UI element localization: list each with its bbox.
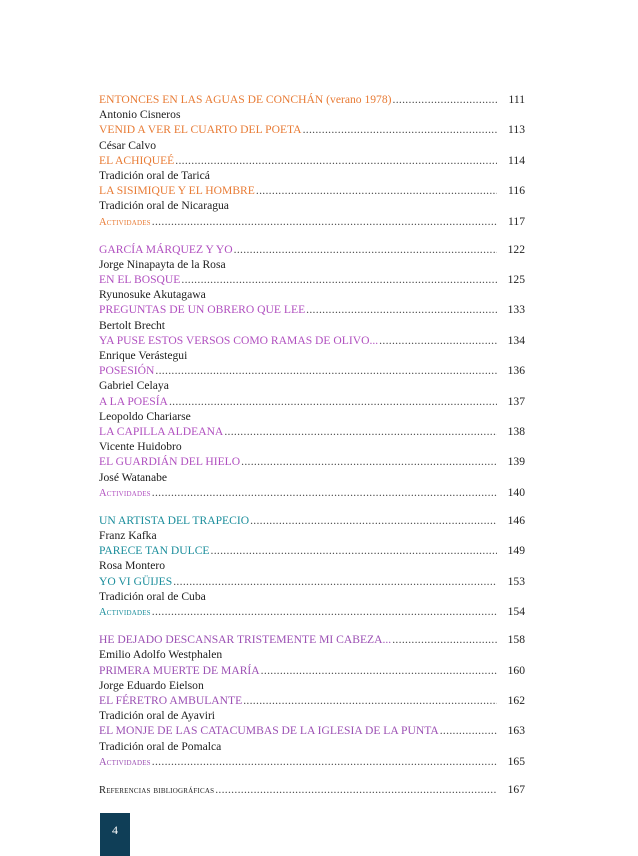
dot-leader [175, 153, 497, 168]
toc-entry-author: Jorge Ninapayta de la Rosa [99, 257, 226, 271]
toc-page-number: 154 [507, 605, 525, 618]
toc-entry-author: Gabriel Celaya [99, 379, 169, 393]
dot-leader [303, 122, 497, 137]
toc-entry-author: Jorge Eduardo Eielson [99, 678, 204, 692]
dot-leader [173, 574, 497, 589]
dot-leader [256, 183, 497, 198]
toc-entry-author: César Calvo [99, 138, 156, 152]
dot-leader [215, 782, 497, 797]
dot-leader [155, 363, 497, 378]
toc-entry-line[interactable] [99, 632, 525, 647]
toc-entry[interactable] [99, 543, 525, 573]
toc-entry[interactable] [99, 663, 525, 693]
dot-leader [379, 333, 497, 348]
toc-page-number: 137 [507, 394, 525, 408]
toc-entry-author: Franz Kafka [99, 529, 157, 543]
toc-entry-line[interactable] [99, 543, 525, 558]
toc-entry-line[interactable] [99, 754, 525, 769]
toc-entry-author: Tradición oral de Pomalca [99, 739, 222, 753]
toc-page-number: 165 [507, 754, 525, 768]
toc-entry-author: Ryunosuke Akutagawa [99, 288, 206, 302]
dot-leader [152, 604, 497, 619]
toc-entry-title[interactable]: UN ARTISTA DEL TRAPECIO [99, 513, 250, 527]
toc-entry-title[interactable]: LA CAPILLA ALDEANA [99, 424, 224, 438]
toc-entry-author: Leopoldo Chariarse [99, 409, 191, 423]
toc-page-number: 162 [507, 693, 525, 707]
toc-entry[interactable] [99, 183, 525, 213]
dot-leader [261, 663, 497, 678]
toc-entry-title[interactable]: GARCÍA MÁRQUEZ Y YO [99, 242, 233, 256]
toc-entry-title[interactable]: POSESIÓN [99, 364, 155, 378]
toc-page-number: 146 [507, 513, 525, 527]
toc-page-number: 116 [508, 184, 525, 198]
toc-entry-author: José Watanabe [99, 470, 168, 484]
toc-entry-author: Tradición oral de Ayaviri [99, 709, 216, 723]
toc-page-number: 133 [507, 303, 525, 317]
toc-entry-title[interactable]: PARECE TAN DULCE [99, 544, 210, 558]
toc-entry[interactable] [99, 92, 525, 122]
toc-entry[interactable] [99, 574, 525, 604]
toc-entry-title[interactable]: Actividades [99, 607, 151, 618]
page-number-box [100, 813, 130, 856]
dot-leader [152, 754, 497, 769]
toc-entry-line[interactable] [99, 513, 525, 528]
toc-entry[interactable] [99, 632, 525, 662]
toc-entry-title[interactable]: HE DEJADO DESCANSAR TRISTEMENTE MI CABEZA... [99, 633, 392, 647]
toc-entry[interactable] [99, 693, 525, 723]
toc-page-number: 138 [507, 424, 525, 438]
toc-page-number: 167 [507, 782, 525, 796]
toc-section [99, 92, 525, 229]
dot-leader [440, 723, 497, 738]
toc-page-number: 113 [508, 123, 525, 137]
toc-page-number: 149 [507, 544, 525, 558]
toc-entry-line[interactable] [99, 92, 525, 107]
toc-section [99, 513, 525, 619]
toc-entry[interactable] [99, 754, 525, 769]
toc-page-number: 117 [508, 214, 525, 228]
toc-entry-title[interactable]: YA PUSE ESTOS VERSOS COMO RAMAS DE OLIVO... [99, 333, 379, 347]
toc-entry-title[interactable]: LA SISIMIQUE Y EL HOMBRE [99, 184, 255, 198]
toc-page-number: 134 [507, 333, 525, 347]
toc-page-number: 158 [507, 633, 525, 647]
section-gap [99, 769, 525, 782]
toc-entry[interactable] [99, 485, 525, 500]
toc-entry[interactable] [99, 214, 525, 229]
toc-entry-author: Emilio Adolfo Westphalen [99, 648, 223, 662]
page-number: 4 [112, 823, 118, 837]
toc-entry[interactable] [99, 153, 525, 183]
toc-entry-author: Vicente Huidobro [99, 440, 182, 454]
toc-page-number: 114 [508, 153, 525, 167]
toc-entry-line[interactable] [99, 302, 525, 317]
toc-entry-author: Enrique Verástegui [99, 349, 188, 362]
toc-section [99, 632, 525, 769]
toc-entry-author: Tradición oral de Taricá [99, 168, 210, 182]
toc-entry-title[interactable]: EL FÉRETRO AMBULANTE [99, 693, 243, 707]
toc-page-number: 139 [507, 455, 525, 469]
toc-entry-line[interactable] [99, 242, 525, 257]
toc-entry-line[interactable] [99, 723, 525, 738]
toc-page-number: 125 [507, 273, 525, 287]
toc-entry-author: Bertolt Brecht [99, 318, 166, 332]
toc-entry-line[interactable] [99, 183, 525, 198]
toc-page-number: 153 [507, 574, 525, 588]
toc-entry-line[interactable] [99, 485, 525, 500]
toc-entry-title[interactable]: YO VI GÜIJES [99, 574, 173, 588]
toc-entry-title[interactable]: Actividades [99, 756, 151, 768]
toc-entry-title[interactable]: A LA POESÍA [99, 394, 168, 408]
section-gap [99, 229, 525, 242]
toc-entry-title[interactable]: VENID A VER EL CUARTO DEL POETA [99, 123, 302, 137]
dot-leader [241, 454, 497, 469]
toc-entry-line[interactable] [99, 782, 525, 797]
toc-entry-line[interactable] [99, 604, 525, 619]
dot-leader [152, 214, 497, 229]
toc-entry-line[interactable] [99, 394, 525, 409]
toc-entry-line[interactable] [99, 424, 525, 439]
table-of-contents [99, 92, 525, 797]
toc-entry-author: Tradición oral de Cuba [99, 589, 206, 603]
toc-entry-title[interactable]: PREGUNTAS DE UN OBRERO QUE LEE [99, 303, 306, 317]
toc-section [99, 242, 525, 500]
dot-leader [392, 632, 497, 647]
toc-entry[interactable] [99, 333, 525, 363]
toc-entry-title[interactable]: EN EL BOSQUE [99, 273, 181, 287]
toc-entry[interactable] [99, 723, 525, 753]
toc-entry-line[interactable] [99, 272, 525, 287]
toc-entry-title[interactable]: Referencias bibliográficas [99, 784, 215, 796]
toc-entry-author: Rosa Montero [99, 559, 166, 573]
toc-entry[interactable] [99, 242, 525, 272]
toc-entry-line[interactable] [99, 333, 525, 348]
toc-entry-author: Antonio Cisneros [99, 108, 181, 122]
toc-page-number: 140 [507, 485, 525, 499]
toc-entry-line[interactable] [99, 153, 525, 168]
toc-page-number: 111 [508, 93, 525, 106]
toc-page-number: 122 [507, 242, 525, 256]
dot-leader [243, 693, 497, 708]
dot-leader [211, 543, 497, 558]
toc-entry-line[interactable] [99, 214, 525, 229]
toc-entry[interactable] [99, 122, 525, 152]
toc-entry-title[interactable]: EL ACHIQUEÉ [99, 153, 175, 167]
toc-entry-title[interactable]: Actividades [99, 487, 151, 499]
toc-entry-title[interactable]: ENTONCES EN LAS AGUAS DE CONCHÁN (verano 1978) [99, 93, 392, 106]
toc-entry-line[interactable] [99, 663, 525, 678]
dot-leader [169, 394, 497, 409]
toc-entry[interactable] [99, 394, 525, 424]
toc-section [99, 782, 525, 797]
toc-entry-title[interactable]: EL MONJE DE LAS CATACUMBAS DE LA IGLESIA DE LA PUNTA [99, 724, 439, 738]
dot-leader [250, 513, 497, 528]
toc-entry-title[interactable]: PRIMERA MUERTE DE MARÍA [99, 663, 260, 677]
toc-entry-line[interactable] [99, 693, 525, 708]
toc-entry[interactable] [99, 363, 525, 393]
section-gap [99, 500, 525, 513]
toc-entry[interactable] [99, 604, 525, 619]
toc-entry-line[interactable] [99, 454, 525, 469]
toc-entry-line[interactable] [99, 574, 525, 589]
toc-entry[interactable] [99, 302, 525, 332]
toc-page-number: 136 [507, 364, 525, 378]
toc-entry-title[interactable]: EL GUARDIÁN DEL HIELO [99, 455, 241, 469]
toc-entry[interactable] [99, 424, 525, 454]
toc-entry-line[interactable] [99, 363, 525, 378]
toc-page-number: 160 [507, 663, 525, 677]
toc-entry-line[interactable] [99, 122, 525, 137]
toc-entry[interactable] [99, 272, 525, 302]
toc-entry[interactable] [99, 454, 525, 484]
dot-leader [393, 92, 497, 107]
toc-page-number: 163 [507, 724, 525, 738]
toc-entry[interactable] [99, 513, 525, 543]
toc-entry-author: Tradición oral de Nicaragua [99, 199, 229, 213]
dot-leader [306, 302, 497, 317]
toc-entry[interactable] [99, 782, 525, 797]
toc-entry-title[interactable]: Actividades [99, 216, 151, 228]
dot-leader [224, 424, 497, 439]
dot-leader [234, 242, 497, 257]
dot-leader [152, 485, 497, 500]
section-gap [99, 619, 525, 632]
dot-leader [181, 272, 497, 287]
